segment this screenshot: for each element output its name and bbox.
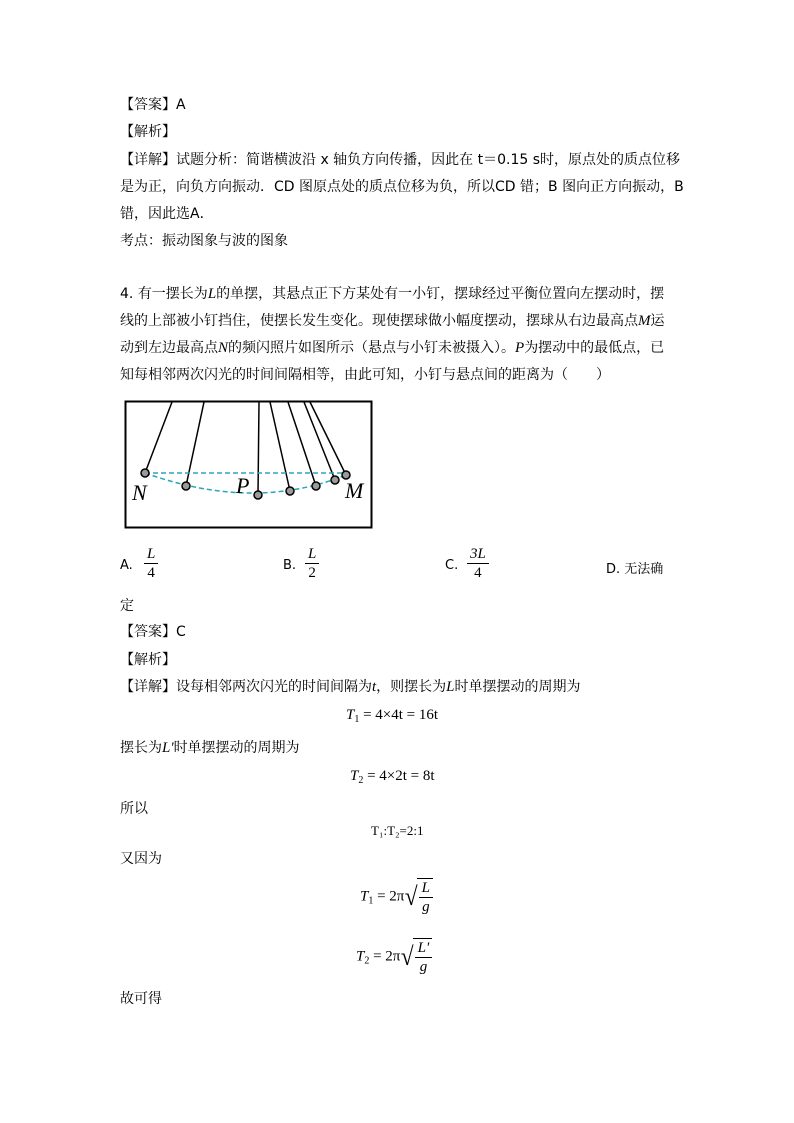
pendulum-string (304, 402, 335, 480)
solution-so: 所以 (120, 801, 148, 817)
solution-hence: 故可得 (120, 991, 162, 1007)
equation-ratio: T₁:T₂=2:1 (371, 823, 424, 838)
solution-because: 又因为 (120, 851, 162, 867)
pendulum-bob (254, 491, 262, 499)
solution-detail: 【详解】设每相邻两次闪光的时间间隔为t，则摆长为L时单摆摆动的周期为 (120, 679, 581, 695)
pendulum-figure (124, 400, 374, 530)
question-line-3: 动到左边最高点N的频闪照片如图所示（悬点与小钉未被摄入）。P为摆动中的最低点，已 (120, 340, 665, 356)
pendulum-bob (182, 482, 190, 490)
label-m: M (345, 478, 364, 503)
prev-analysis: 【解析】 (120, 124, 176, 140)
figure-frame (126, 402, 372, 528)
equation-t1-formula: $T_1 = 2\pi√$ $\frac{L}{g}$ (360, 875, 433, 919)
pendulum-bob (141, 469, 149, 477)
solution-line-lprime: 摆长为L'时单摆摆动的周期为 (120, 740, 300, 756)
option-d-continuation: 定 (120, 598, 134, 614)
equation-t1: $T_1 = 4\times 4t = 16t$ (346, 707, 439, 725)
prev-detail-line1: 【详解】试题分析：简谐横波沿 x 轴负方向传播，因此在 t＝0.15 s时，原点处的质点位移 (120, 152, 681, 168)
solution-analysis: 【解析】 (120, 652, 176, 668)
pendulum-bob (286, 487, 294, 495)
prev-answer: 【答案】A (120, 97, 186, 113)
solution-answer: 【答案】C (120, 624, 186, 640)
pendulum-bob (312, 482, 320, 490)
question-line-4: 知每相邻两次闪光的时间间隔相等，由此可知，小钉与悬点间的距离为（ ） (120, 367, 610, 383)
prev-detail-line3: 错，因此选A． (120, 206, 214, 222)
question-line-1: 4. 有一摆长为L的单摆，其悬点正下方某处有一小钉，摆球经过平衡位置向左摆动时，摆 (120, 286, 665, 302)
pendulum-string (270, 402, 290, 491)
prev-detail-line2: 是为正，向负方向振动．CD 图原点处的质点位移为负，所以CD 错；B 图向正方向振动，B (120, 179, 684, 195)
label-n: N (132, 480, 147, 505)
question-line-2: 线的上部被小钉挡住，使摆长发生变化。现使摆球做小幅度摆动，摆球从右边最高点M运 (120, 313, 665, 329)
pendulum-string (145, 402, 172, 473)
label-p: P (236, 473, 250, 498)
pendulum-bob (331, 476, 339, 484)
pendulum-string (258, 402, 259, 495)
equation-t2: $T_2 = 4\times 2t = 8t$ (350, 768, 435, 786)
prev-topic: 考点：振动图象与波的图象 (120, 233, 288, 249)
equation-t2-formula: $T_2 = 2\pi√$ $\frac{L'}{g}$ (356, 935, 432, 979)
